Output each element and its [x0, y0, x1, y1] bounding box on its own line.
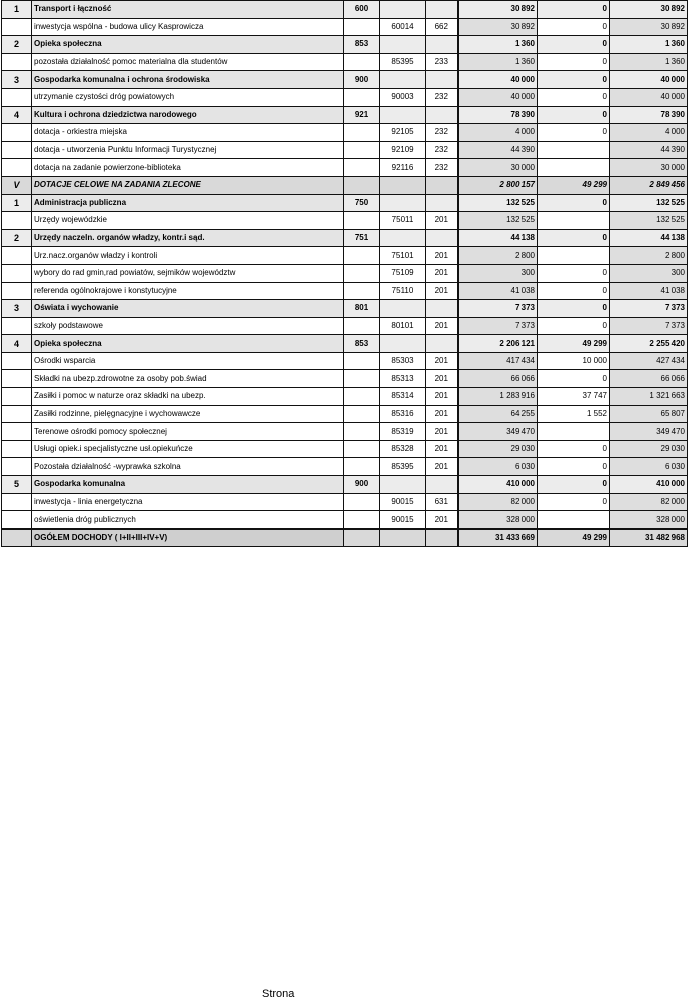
amount-change: 0	[538, 88, 610, 106]
table-body	[2, 1, 688, 547]
row-number: 1	[2, 194, 32, 212]
row-number: 3	[2, 71, 32, 89]
dzial-code	[344, 458, 380, 476]
amount-before: 6 030	[458, 458, 538, 476]
amount-before: 82 000	[458, 493, 538, 511]
section-row	[2, 194, 688, 212]
row-name: Administracja publiczna	[32, 194, 344, 212]
dzial-code	[344, 440, 380, 458]
paragraf-code: 201	[426, 440, 458, 458]
amount-after: 427 434	[610, 352, 688, 370]
paragraf-code: 201	[426, 423, 458, 441]
amount-before: 44 390	[458, 141, 538, 159]
row-number: 3	[2, 300, 32, 318]
paragraf-code: 201	[426, 370, 458, 388]
row-number	[2, 370, 32, 388]
section-row	[2, 106, 688, 124]
row-name: dotacja - orkiestra miejska	[32, 124, 344, 142]
paragraf-code	[426, 71, 458, 89]
amount-after: 300	[610, 264, 688, 282]
row-name: Gospodarka komunalna i ochrona środowiska	[32, 71, 344, 89]
amount-change: 0	[538, 106, 610, 124]
amount-change: 0	[538, 476, 610, 494]
table-row	[2, 282, 688, 300]
row-number	[2, 405, 32, 423]
rozdzial-code: 75110	[380, 282, 426, 300]
amount-change	[538, 511, 610, 529]
dzial-code	[344, 159, 380, 177]
dzial-code	[344, 493, 380, 511]
rozdzial-code: 60014	[380, 18, 426, 36]
row-number: V	[2, 176, 32, 194]
rozdzial-code: 92109	[380, 141, 426, 159]
table-row	[2, 493, 688, 511]
amount-change: 49 299	[538, 176, 610, 194]
paragraf-code: 232	[426, 159, 458, 177]
dzial-code	[344, 247, 380, 265]
page-footer: Strona	[262, 988, 295, 1000]
row-name: Urzędy wojewódzkie	[32, 212, 344, 230]
section-row	[2, 476, 688, 494]
row-number	[2, 18, 32, 36]
amount-after: 7 373	[610, 300, 688, 318]
amount-after: 6 030	[610, 458, 688, 476]
rozdzial-code	[380, 476, 426, 494]
row-name: Oświata i wychowanie	[32, 300, 344, 318]
amount-before: 40 000	[458, 71, 538, 89]
table-row	[2, 388, 688, 406]
amount-change: 0	[538, 493, 610, 511]
row-name: Urzędy naczeln. organów władzy, kontr.i sąd.	[32, 229, 344, 247]
dzial-code: 853	[344, 36, 380, 54]
row-name: DOTACJE CELOWE NA ZADANIA ZLECONE	[32, 176, 344, 194]
rozdzial-code	[380, 529, 426, 547]
row-number	[2, 264, 32, 282]
dzial-code: 801	[344, 300, 380, 318]
rozdzial-code	[380, 176, 426, 194]
budget-income-table	[1, 0, 688, 547]
paragraf-code	[426, 1, 458, 19]
row-number	[2, 141, 32, 159]
amount-before: 2 800 157	[458, 176, 538, 194]
amount-after: 40 000	[610, 88, 688, 106]
amount-after: 82 000	[610, 493, 688, 511]
table-row	[2, 264, 688, 282]
row-number	[2, 282, 32, 300]
rozdzial-code: 85328	[380, 440, 426, 458]
row-name: Składki na ubezp.zdrowotne za osoby pob.świad	[32, 370, 344, 388]
row-number	[2, 88, 32, 106]
total-row	[2, 529, 688, 547]
amount-after: 1 321 663	[610, 388, 688, 406]
amount-before: 30 892	[458, 1, 538, 19]
row-name: referenda ogólnokrajowe i konstytucyjne	[32, 282, 344, 300]
dzial-code	[344, 405, 380, 423]
row-name: oświetlenia dróg publicznych	[32, 511, 344, 529]
row-name: Opieka społeczna	[32, 36, 344, 54]
amount-after: 78 390	[610, 106, 688, 124]
amount-change: 0	[538, 317, 610, 335]
dzial-code	[344, 423, 380, 441]
dzial-code: 750	[344, 194, 380, 212]
rozdzial-code: 75011	[380, 212, 426, 230]
amount-after: 7 373	[610, 317, 688, 335]
rozdzial-code: 85395	[380, 53, 426, 71]
dzial-code	[344, 282, 380, 300]
amount-after: 30 892	[610, 1, 688, 19]
row-number	[2, 212, 32, 230]
amount-before: 1 360	[458, 53, 538, 71]
row-name: pozostała działalność pomoc materialna dla studentów	[32, 53, 344, 71]
table-row	[2, 53, 688, 71]
amount-before: 1 360	[458, 36, 538, 54]
amount-before: 2 206 121	[458, 335, 538, 353]
paragraf-code	[426, 300, 458, 318]
paragraf-code	[426, 529, 458, 547]
amount-change: 0	[538, 300, 610, 318]
amount-before: 417 434	[458, 352, 538, 370]
table-row	[2, 247, 688, 265]
amount-change: 0	[538, 282, 610, 300]
section-row	[2, 300, 688, 318]
dzial-code: 900	[344, 71, 380, 89]
dzial-code: 921	[344, 106, 380, 124]
amount-after: 1 360	[610, 53, 688, 71]
amount-after: 66 066	[610, 370, 688, 388]
amount-before: 40 000	[458, 88, 538, 106]
amount-after: 2 800	[610, 247, 688, 265]
amount-after: 65 807	[610, 405, 688, 423]
row-name: OGÓŁEM DOCHODY ( I+II+III+IV+V)	[32, 529, 344, 547]
paragraf-code: 201	[426, 405, 458, 423]
rozdzial-code	[380, 36, 426, 54]
table-row	[2, 511, 688, 529]
table-row	[2, 405, 688, 423]
amount-before: 66 066	[458, 370, 538, 388]
table-row	[2, 317, 688, 335]
paragraf-code: 631	[426, 493, 458, 511]
amount-change	[538, 159, 610, 177]
dzial-code	[344, 212, 380, 230]
paragraf-code	[426, 176, 458, 194]
row-name: inwestycja - linia energetyczna	[32, 493, 344, 511]
section-row	[2, 335, 688, 353]
amount-before: 4 000	[458, 124, 538, 142]
section-row	[2, 71, 688, 89]
row-number	[2, 388, 32, 406]
amount-before: 41 038	[458, 282, 538, 300]
table-row	[2, 88, 688, 106]
rozdzial-code	[380, 229, 426, 247]
row-number	[2, 423, 32, 441]
amount-before: 132 525	[458, 212, 538, 230]
table-row	[2, 370, 688, 388]
amount-before: 44 138	[458, 229, 538, 247]
amount-before: 1 283 916	[458, 388, 538, 406]
amount-change: 0	[538, 71, 610, 89]
row-name: wybory do rad gmin,rad powiatów, sejmików województw	[32, 264, 344, 282]
dzial-code	[344, 511, 380, 529]
row-name: Urz.nacz.organów władzy i kontroli	[32, 247, 344, 265]
rozdzial-code: 85313	[380, 370, 426, 388]
paragraf-code	[426, 335, 458, 353]
amount-change: 0	[538, 53, 610, 71]
paragraf-code: 232	[426, 124, 458, 142]
dzial-code	[344, 388, 380, 406]
paragraf-code: 232	[426, 88, 458, 106]
row-number	[2, 440, 32, 458]
row-number	[2, 124, 32, 142]
dzial-code	[344, 529, 380, 547]
rozdzial-code: 90003	[380, 88, 426, 106]
amount-change: 0	[538, 1, 610, 19]
rozdzial-code: 90015	[380, 511, 426, 529]
rozdzial-code	[380, 335, 426, 353]
row-name: Terenowe ośrodki pomocy społecznej	[32, 423, 344, 441]
amount-change: 0	[538, 18, 610, 36]
amount-before: 78 390	[458, 106, 538, 124]
amount-after: 2 849 456	[610, 176, 688, 194]
rozdzial-code: 75101	[380, 247, 426, 265]
row-number: 2	[2, 229, 32, 247]
dzial-code	[344, 370, 380, 388]
amount-change: 0	[538, 370, 610, 388]
dzial-code: 853	[344, 335, 380, 353]
rozdzial-code	[380, 1, 426, 19]
row-number: 5	[2, 476, 32, 494]
rozdzial-code	[380, 194, 426, 212]
paragraf-code	[426, 476, 458, 494]
row-name: Usługi opiek.i specjalistyczne usł.opiekuńcze	[32, 440, 344, 458]
row-name: utrzymanie czystości dróg powiatowych	[32, 88, 344, 106]
paragraf-code	[426, 36, 458, 54]
major-row	[2, 176, 688, 194]
amount-change	[538, 423, 610, 441]
rozdzial-code: 85314	[380, 388, 426, 406]
amount-before: 349 470	[458, 423, 538, 441]
amount-change: 37 747	[538, 388, 610, 406]
amount-after: 29 030	[610, 440, 688, 458]
dzial-code	[344, 88, 380, 106]
amount-change: 0	[538, 124, 610, 142]
amount-change	[538, 212, 610, 230]
table-row	[2, 18, 688, 36]
amount-after: 349 470	[610, 423, 688, 441]
amount-after: 1 360	[610, 36, 688, 54]
paragraf-code: 201	[426, 317, 458, 335]
amount-before: 2 800	[458, 247, 538, 265]
paragraf-code: 233	[426, 53, 458, 71]
amount-after: 40 000	[610, 71, 688, 89]
rozdzial-code: 85316	[380, 405, 426, 423]
amount-change: 49 299	[538, 335, 610, 353]
rozdzial-code: 85303	[380, 352, 426, 370]
section-row	[2, 1, 688, 19]
table-row	[2, 440, 688, 458]
rozdzial-code: 92105	[380, 124, 426, 142]
amount-before: 64 255	[458, 405, 538, 423]
paragraf-code	[426, 106, 458, 124]
row-number	[2, 493, 32, 511]
dzial-code: 900	[344, 476, 380, 494]
row-number	[2, 458, 32, 476]
section-row	[2, 36, 688, 54]
amount-before: 328 000	[458, 511, 538, 529]
paragraf-code	[426, 229, 458, 247]
table-row	[2, 141, 688, 159]
amount-before: 31 433 669	[458, 529, 538, 547]
amount-change: 1 552	[538, 405, 610, 423]
amount-change: 49 299	[538, 529, 610, 547]
dzial-code	[344, 176, 380, 194]
amount-before: 29 030	[458, 440, 538, 458]
row-number: 2	[2, 36, 32, 54]
paragraf-code: 232	[426, 141, 458, 159]
amount-before: 7 373	[458, 300, 538, 318]
rozdzial-code: 85395	[380, 458, 426, 476]
amount-after: 31 482 968	[610, 529, 688, 547]
row-number	[2, 529, 32, 547]
row-name: szkoły podstawowe	[32, 317, 344, 335]
paragraf-code	[426, 194, 458, 212]
amount-change: 0	[538, 440, 610, 458]
amount-before: 7 373	[458, 317, 538, 335]
row-name: Zasiłki rodzinne, pielęgnacyjne i wychowawcze	[32, 405, 344, 423]
table-row	[2, 124, 688, 142]
amount-before: 30 892	[458, 18, 538, 36]
amount-change: 0	[538, 36, 610, 54]
paragraf-code: 201	[426, 212, 458, 230]
paragraf-code: 201	[426, 458, 458, 476]
paragraf-code: 201	[426, 264, 458, 282]
dzial-code: 751	[344, 229, 380, 247]
dzial-code	[344, 352, 380, 370]
amount-after: 2 255 420	[610, 335, 688, 353]
paragraf-code: 201	[426, 352, 458, 370]
row-number: 4	[2, 106, 32, 124]
amount-after: 30 000	[610, 159, 688, 177]
amount-after: 410 000	[610, 476, 688, 494]
paragraf-code: 201	[426, 247, 458, 265]
row-number	[2, 53, 32, 71]
table-row	[2, 423, 688, 441]
row-name: dotacja na zadanie powierzone-biblioteka	[32, 159, 344, 177]
amount-change: 0	[538, 458, 610, 476]
amount-change: 0	[538, 229, 610, 247]
row-name: Zasiłki i pomoc w naturze oraz składki na ubezp.	[32, 388, 344, 406]
amount-after: 328 000	[610, 511, 688, 529]
amount-change	[538, 247, 610, 265]
rozdzial-code: 80101	[380, 317, 426, 335]
amount-change: 0	[538, 264, 610, 282]
amount-after: 44 390	[610, 141, 688, 159]
row-number	[2, 159, 32, 177]
row-number: 1	[2, 1, 32, 19]
row-number	[2, 317, 32, 335]
amount-after: 132 525	[610, 194, 688, 212]
table-row	[2, 458, 688, 476]
row-number: 4	[2, 335, 32, 353]
rozdzial-code: 90015	[380, 493, 426, 511]
amount-after: 30 892	[610, 18, 688, 36]
dzial-code	[344, 124, 380, 142]
rozdzial-code: 85319	[380, 423, 426, 441]
amount-change: 10 000	[538, 352, 610, 370]
rozdzial-code	[380, 106, 426, 124]
table-row	[2, 352, 688, 370]
row-name: Gospodarka komunalna	[32, 476, 344, 494]
row-name: dotacja - utworzenia Punktu Informacji Turystycznej	[32, 141, 344, 159]
rozdzial-code	[380, 71, 426, 89]
row-name: Kultura i ochrona dziedzictwa narodowego	[32, 106, 344, 124]
amount-after: 4 000	[610, 124, 688, 142]
dzial-code	[344, 264, 380, 282]
dzial-code	[344, 18, 380, 36]
rozdzial-code: 92116	[380, 159, 426, 177]
dzial-code	[344, 141, 380, 159]
paragraf-code: 201	[426, 282, 458, 300]
paragraf-code: 201	[426, 511, 458, 529]
row-number	[2, 511, 32, 529]
amount-change: 0	[538, 194, 610, 212]
row-name: Pozostała działalność -wyprawka szkolna	[32, 458, 344, 476]
amount-after: 41 038	[610, 282, 688, 300]
amount-before: 30 000	[458, 159, 538, 177]
row-number	[2, 247, 32, 265]
row-name: Ośrodki wsparcia	[32, 352, 344, 370]
amount-before: 410 000	[458, 476, 538, 494]
section-row	[2, 229, 688, 247]
amount-change	[538, 141, 610, 159]
amount-before: 300	[458, 264, 538, 282]
row-name: inwestycja wspólna - budowa ulicy Kasprowicza	[32, 18, 344, 36]
paragraf-code: 201	[426, 388, 458, 406]
row-number	[2, 352, 32, 370]
dzial-code	[344, 317, 380, 335]
rozdzial-code: 75109	[380, 264, 426, 282]
table-row	[2, 159, 688, 177]
dzial-code: 600	[344, 1, 380, 19]
amount-before: 132 525	[458, 194, 538, 212]
table-row	[2, 212, 688, 230]
dzial-code	[344, 53, 380, 71]
amount-after: 132 525	[610, 212, 688, 230]
paragraf-code: 662	[426, 18, 458, 36]
amount-after: 44 138	[610, 229, 688, 247]
rozdzial-code	[380, 300, 426, 318]
row-name: Opieka społeczna	[32, 335, 344, 353]
row-name: Transport i łączność	[32, 1, 344, 19]
